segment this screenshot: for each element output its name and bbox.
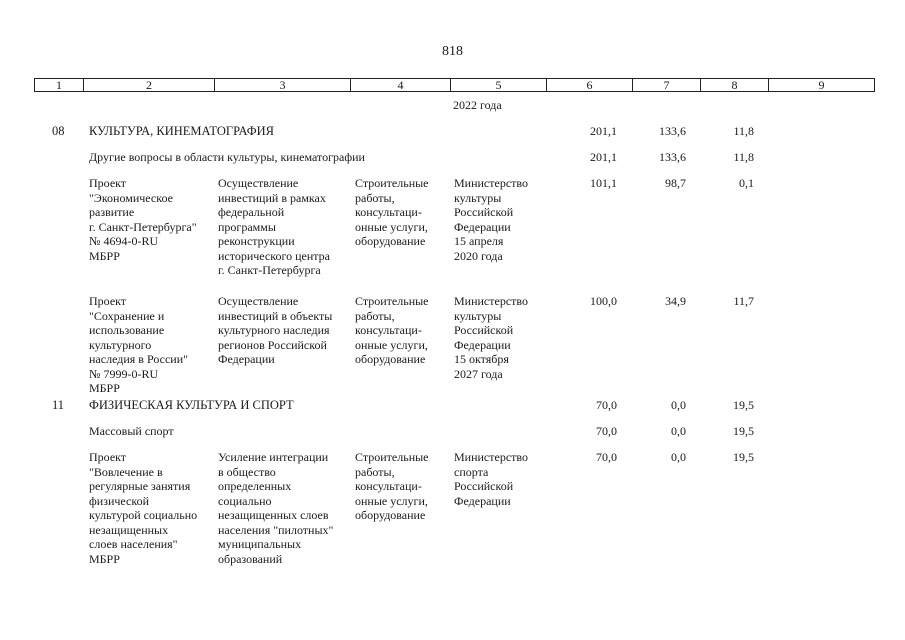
amount-col8: 19,5 [733, 424, 754, 438]
project-purpose: Усиление интеграции в общество определенных социально незащищенных слоев населения "пилотных" муниципальных образований [218, 450, 334, 566]
project-executor: Министерство спорта Российской Федерации [454, 450, 528, 508]
project-name: Проект "Сохранение и использование культурного наследия в России" № 7999-0-RU МБРР [89, 294, 189, 395]
column-number-3: 3 [215, 79, 351, 92]
section-code: 08 [52, 124, 65, 138]
column-number-4: 4 [351, 79, 451, 92]
amount-col7: 0,0 [671, 450, 686, 464]
amount-col7: 34,9 [665, 294, 686, 308]
amount-col7: 0,0 [671, 398, 686, 412]
project-name: Проект "Экономическое развитие г. Санкт-Петербурга" № 4694-0-RU МБРР [89, 176, 197, 263]
amount-col7: 133,6 [659, 150, 686, 164]
amount-col6: 100,0 [590, 294, 617, 308]
amount-col6: 201,1 [590, 150, 617, 164]
column-number-7: 7 [633, 79, 701, 92]
column-number-1: 1 [35, 79, 84, 92]
project-executor: Министерство культуры Российской Федерации 15 октября 2027 года [454, 294, 528, 381]
project-executor: Министерство культуры Российской Федерации 15 апреля 2020 года [454, 176, 528, 263]
amount-col8: 11,7 [733, 294, 754, 308]
amount-col8: 19,5 [733, 450, 754, 464]
column-number-8: 8 [701, 79, 769, 92]
amount-col6: 201,1 [590, 124, 617, 138]
amount-col7: 0,0 [671, 424, 686, 438]
subsection-title: Массовый спорт [89, 424, 174, 438]
amount-col6: 70,0 [596, 424, 617, 438]
section-title: КУЛЬТУРА, КИНЕМАТОГРАФИЯ [89, 124, 274, 138]
amount-col8: 11,8 [733, 150, 754, 164]
section-title: ФИЗИЧЕСКАЯ КУЛЬТУРА И СПОРТ [89, 398, 294, 412]
subsection-title: Другие вопросы в области культуры, кинематографии [89, 150, 365, 164]
project-purpose: Осуществление инвестиций в рамках федеральной программы реконструкции исторического центра г. Санкт-Петербурга [218, 176, 330, 277]
continuation-text: 2022 года [453, 98, 502, 112]
section-code: 11 [52, 398, 65, 412]
column-number-header [34, 78, 875, 92]
amount-col8: 11,8 [733, 124, 754, 138]
project-activities: Строительные работы, консультаци- онные услуги, оборудование [355, 294, 429, 366]
amount-col7: 133,6 [659, 124, 686, 138]
project-activities: Строительные работы, консультаци- онные услуги, оборудование [355, 450, 429, 522]
amount-col6: 70,0 [596, 450, 617, 464]
project-activities: Строительные работы, консультаци- онные услуги, оборудование [355, 176, 429, 248]
amount-col6: 101,1 [590, 176, 617, 190]
column-number-6: 6 [547, 79, 633, 92]
amount-col8: 19,5 [733, 398, 754, 412]
amount-col6: 70,0 [596, 398, 617, 412]
page-number: 818 [442, 44, 463, 59]
project-name: Проект "Вовлечение в регулярные занятия физической культурой социально незащищенных слоев населения" МБРР [89, 450, 198, 566]
project-purpose: Осуществление инвестиций в объекты культурного наследия регионов Российской Федерации [218, 294, 333, 366]
column-number-2: 2 [84, 79, 215, 92]
column-number-9: 9 [769, 79, 875, 92]
column-number-5: 5 [451, 79, 547, 92]
amount-col7: 98,7 [665, 176, 686, 190]
amount-col8: 0,1 [739, 176, 754, 190]
